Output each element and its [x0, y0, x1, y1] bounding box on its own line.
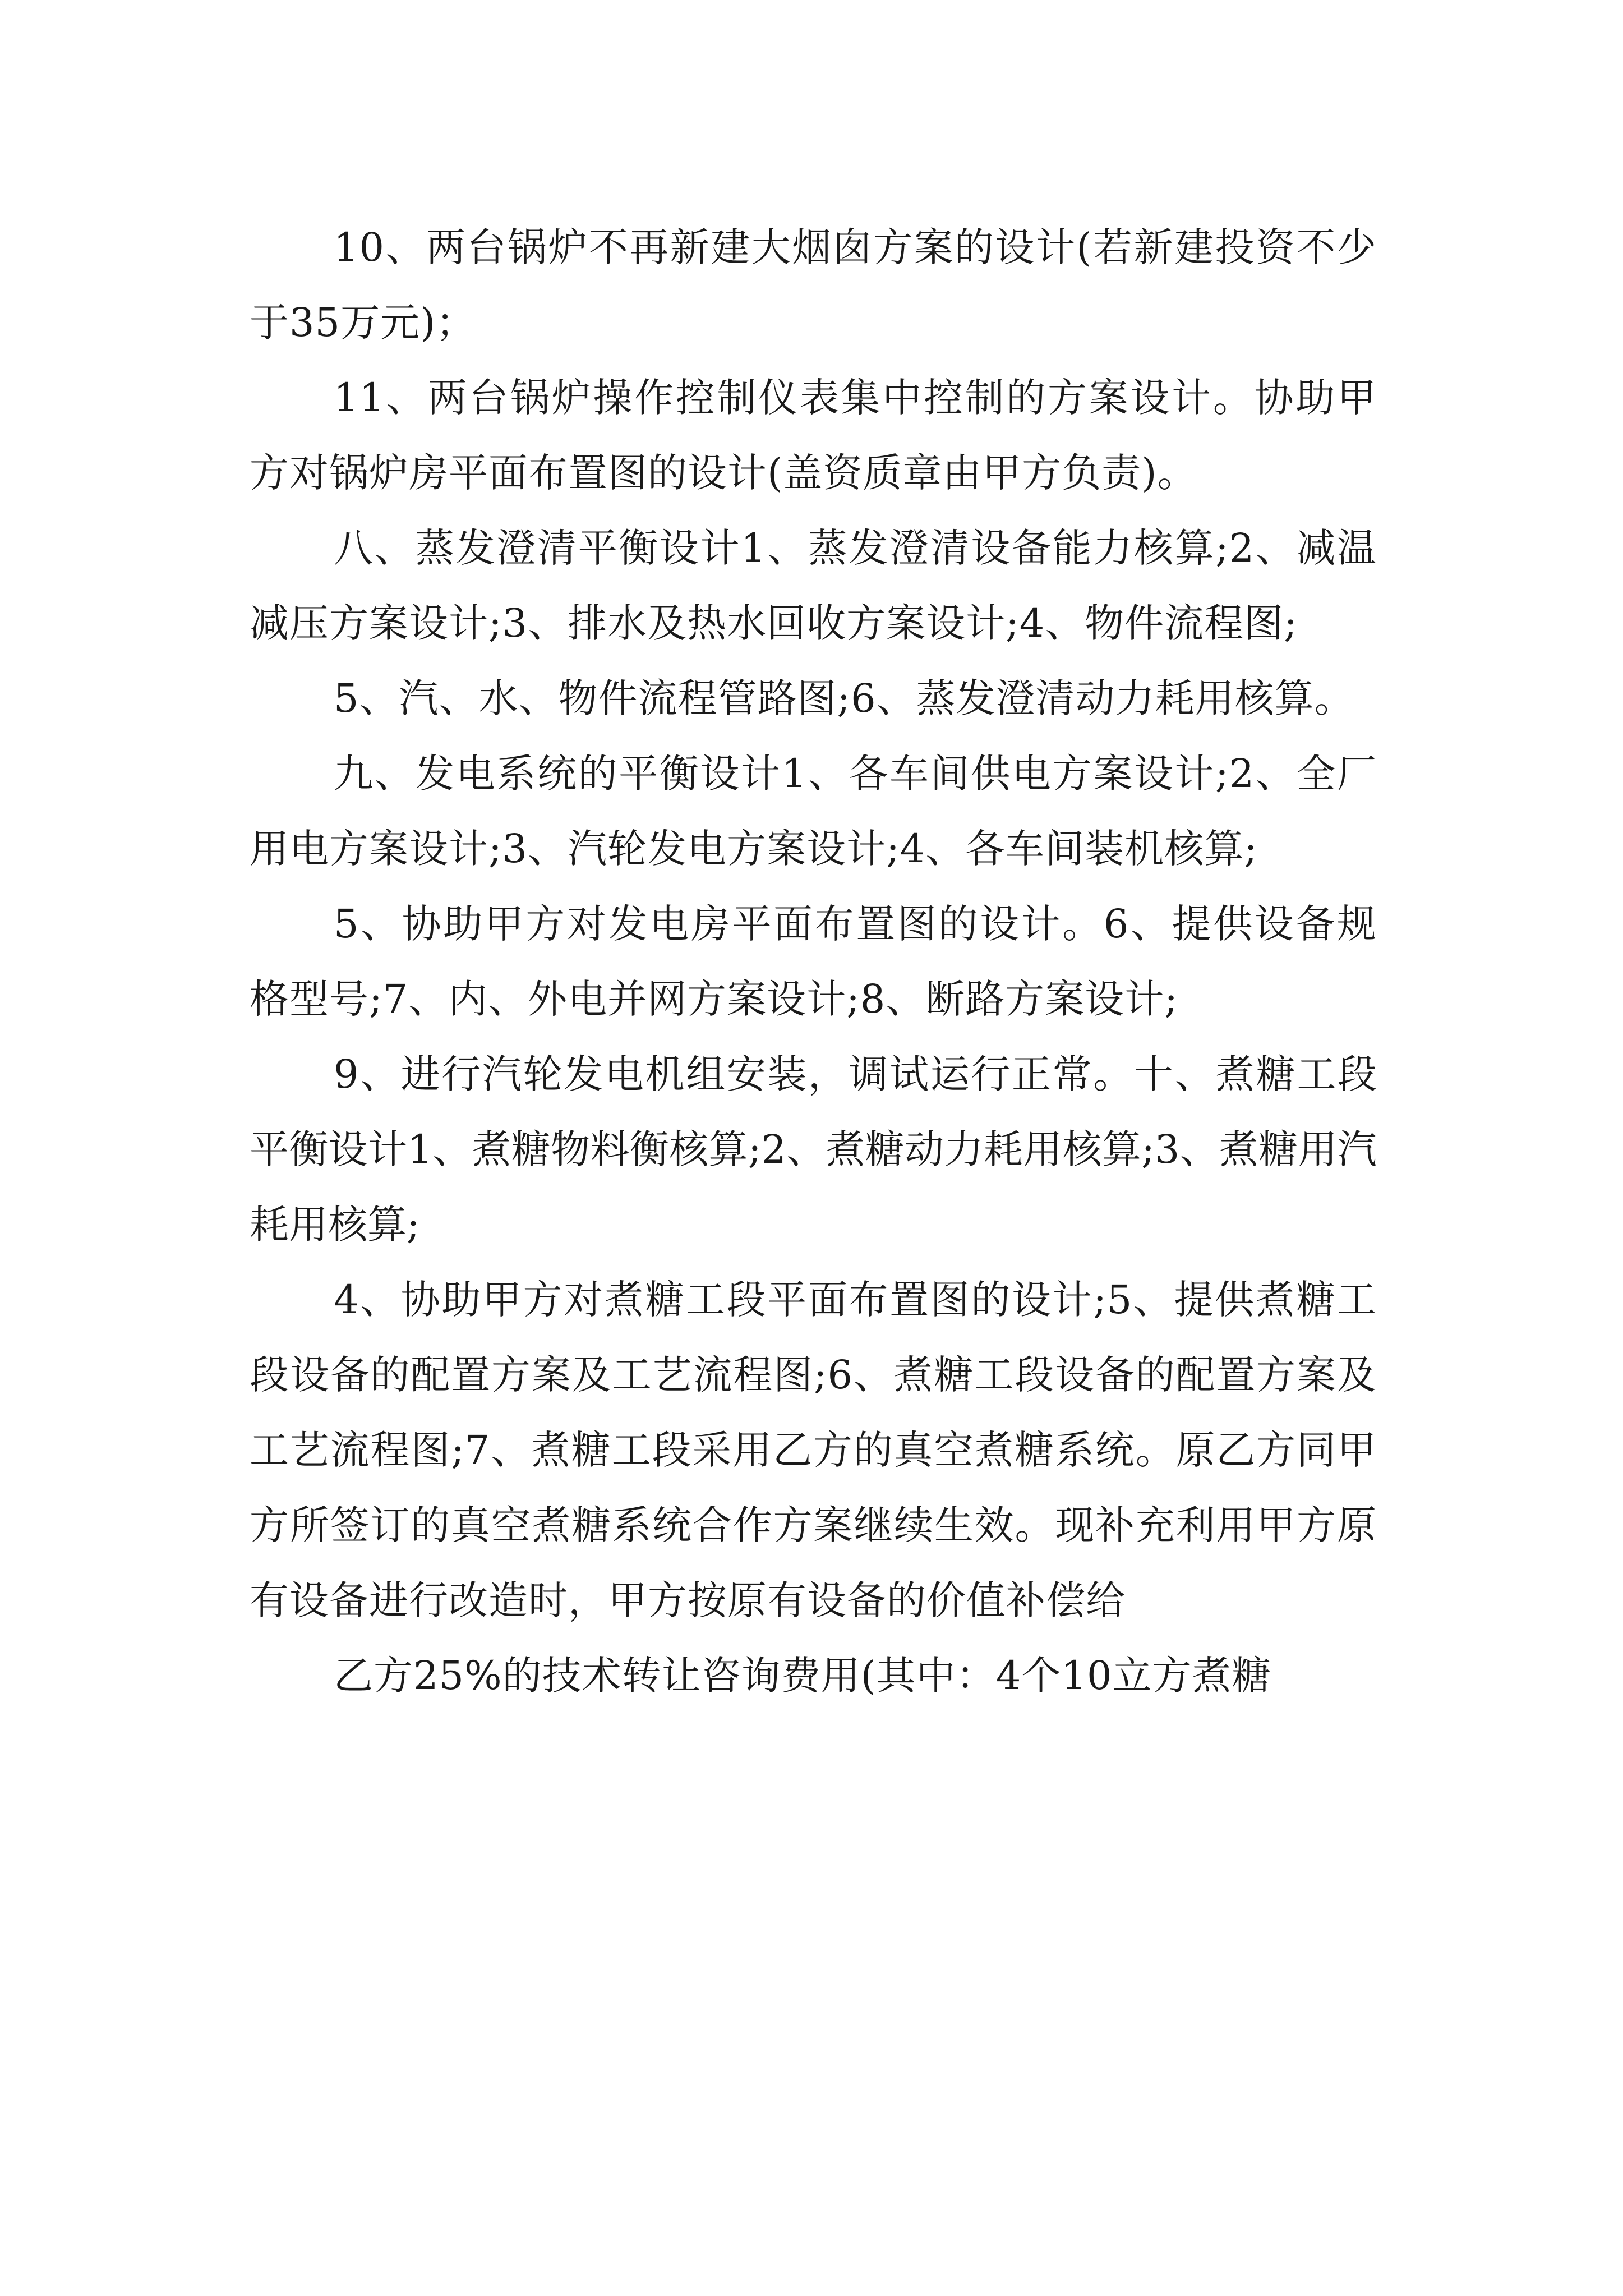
- paragraph-2: 11、两台锅炉操作控制仪表集中控制的方案设计。协助甲方对锅炉房平面布置图的设计(盖资质章由甲方负责)。: [250, 375, 1377, 496]
- paragraph-7: 9、进行汽轮发电机组安装，调试运行正常。十、煮糖工段平衡设计1、煮糖物料衡核算;2、煮糖动力耗用核算;3、煮糖用汽耗用核算;: [250, 1051, 1377, 1248]
- paragraph-8: 4、协助甲方对煮糖工段平面布置图的设计;5、提供煮糖工段设备的配置方案及工艺流程图;6、煮糖工段设备的配置方案及工艺流程图;7、煮糖工段采用乙方的真空煮糖系统。原乙方同甲方所签订的真空煮糖系统合作方案继续生效。现补充利用甲方原有设备进行改造时，甲方按原有设备的价值补偿给: [250, 1277, 1377, 1623]
- paragraph-5: 九、发电系统的平衡设计1、各车间供电方案设计;2、全厂用电方案设计;3、汽轮发电方案设计;4、各车间装机核算;: [250, 751, 1377, 872]
- paragraph-3: 八、蒸发澄清平衡设计1、蒸发澄清设备能力核算;2、减温减压方案设计;3、排水及热水回收方案设计;4、物件流程图;: [250, 525, 1377, 646]
- paragraph-6: 5、协助甲方对发电房平面布置图的设计。6、提供设备规格型号;7、内、外电并网方案设计;8、断路方案设计;: [250, 901, 1377, 1022]
- document-body: [250, 210, 1377, 1713]
- paragraph-9: 乙方25%的技术转让咨询费用(其中：4个10立方煮糖: [334, 1653, 1272, 1699]
- paragraph-4: 5、汽、水、物件流程管路图;6、蒸发澄清动力耗用核算。: [334, 675, 1354, 721]
- paragraph-1: 10、两台锅炉不再新建大烟囱方案的设计(若新建投资不少于35万元)；: [250, 224, 1377, 346]
